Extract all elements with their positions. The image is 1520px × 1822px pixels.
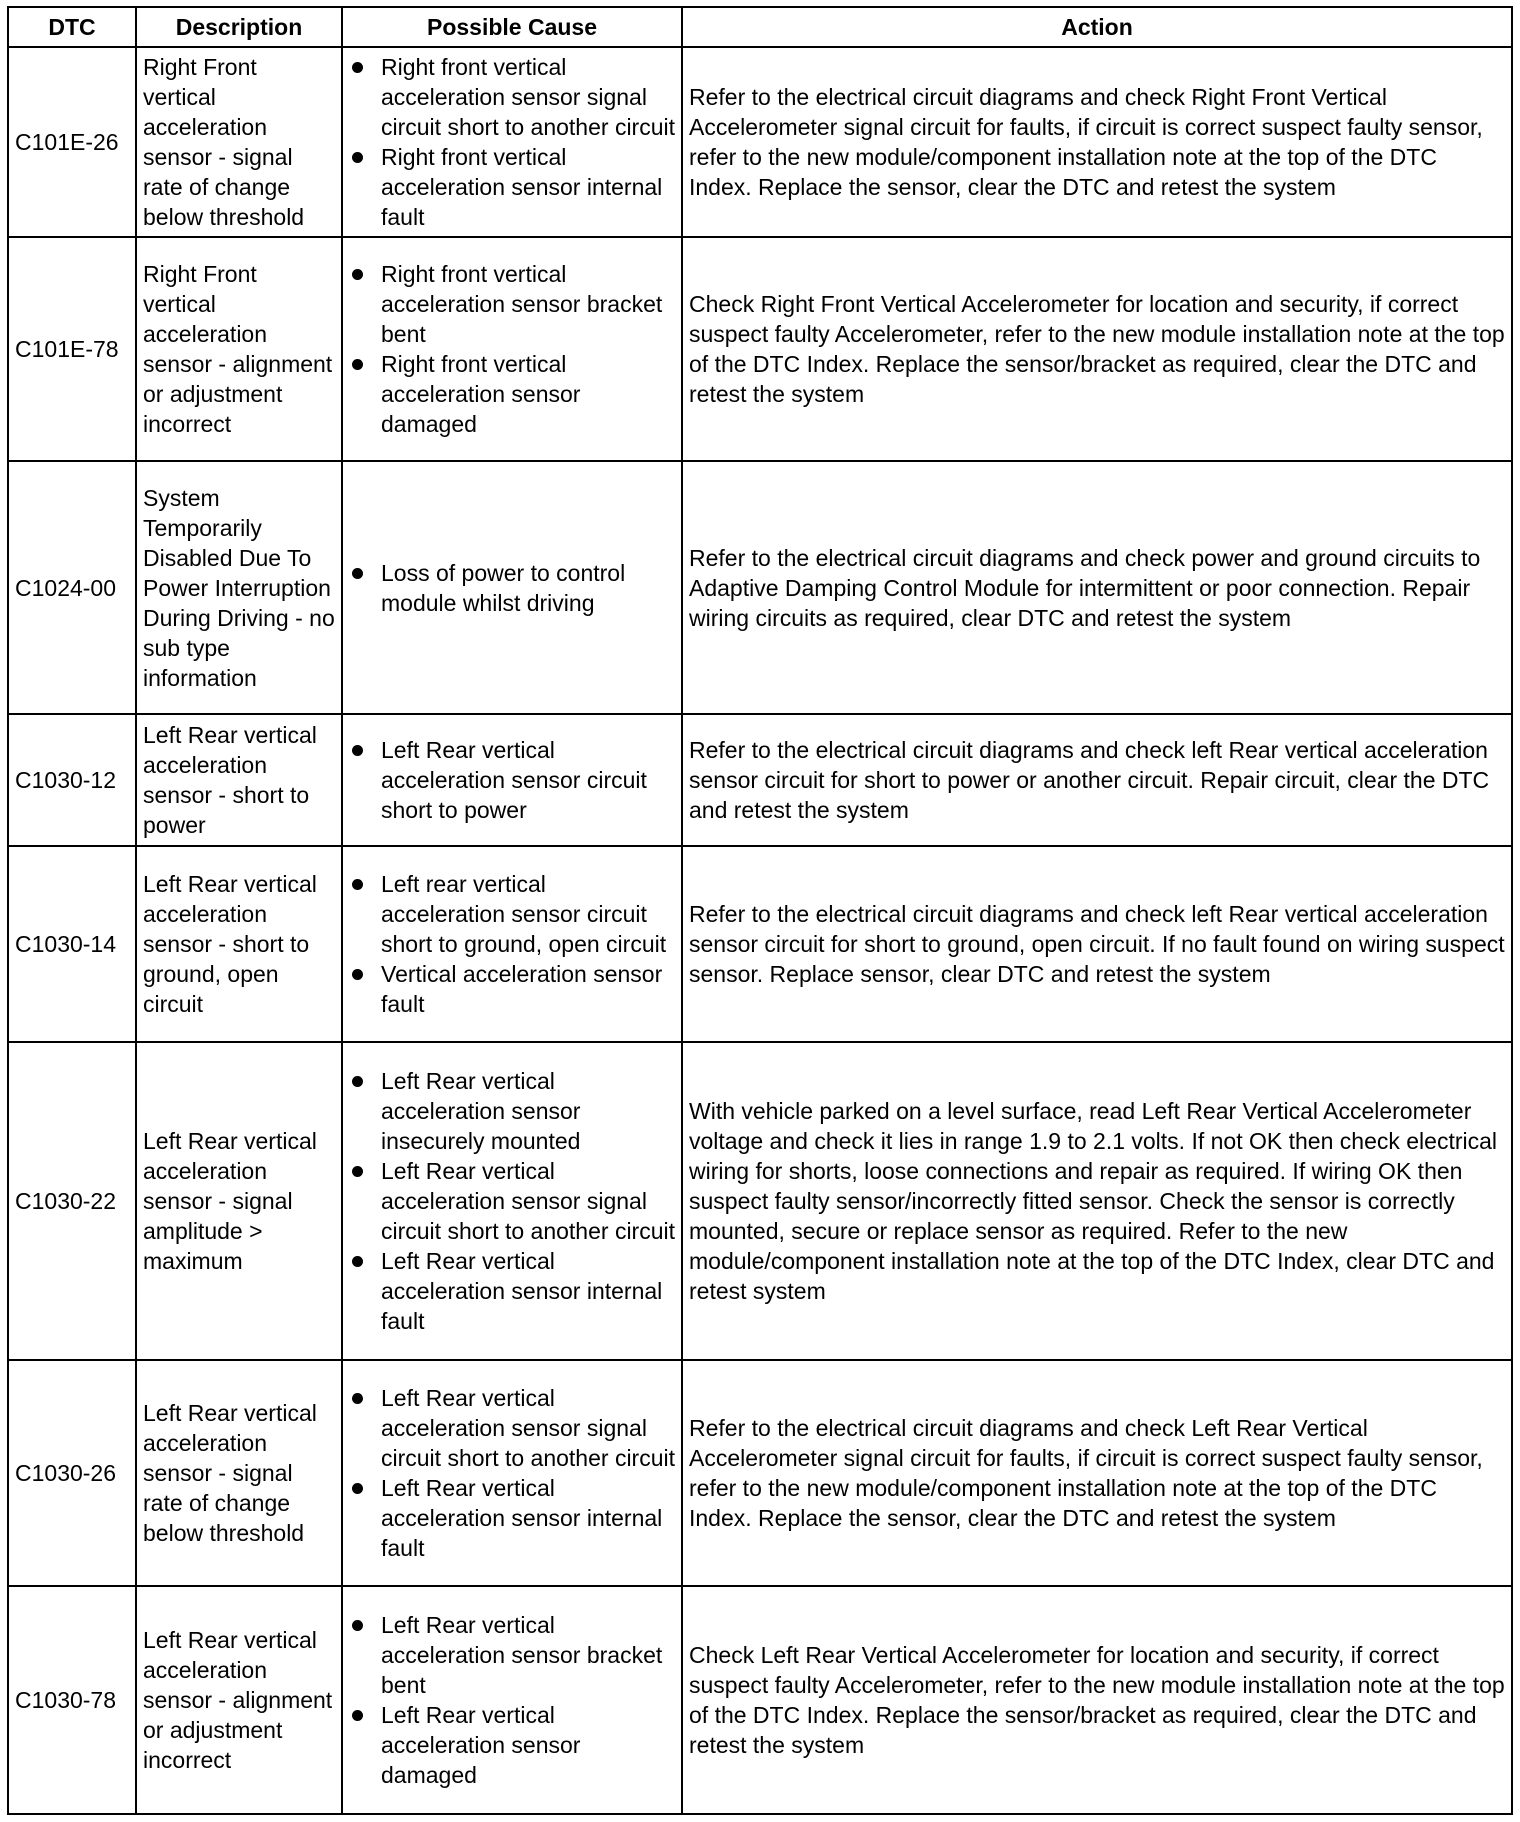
cause-item: Left Rear vertical acceleration sensor circuit short to power — [349, 735, 675, 825]
cause-item: Left Rear vertical acceleration sensor signal circuit short to another circuit — [349, 1383, 675, 1473]
dtc-code: C1024-00 — [8, 461, 136, 714]
table-row — [8, 461, 1512, 714]
cause-list — [349, 52, 675, 232]
possible-cause-cell — [342, 714, 682, 846]
dtc-table — [7, 6, 1513, 1815]
table-row — [8, 1042, 1512, 1360]
action-text: Refer to the electrical circuit diagrams and check power and ground circuits to Adaptive Damping Control Module for intermittent or poor connection. Repair wiring circuits as required, clear DTC and retest the system — [682, 461, 1512, 714]
dtc-description: Left Rear vertical acceleration sensor - short to ground, open circuit — [136, 846, 342, 1042]
cause-list — [349, 1383, 675, 1563]
action-text: Refer to the electrical circuit diagrams and check Right Front Vertical Accelerometer signal circuit for faults, if circuit is correct suspect faulty sensor, refer to the new module/component installation note at the top of the DTC Index. Replace the sensor, clear the DTC and retest the system — [682, 47, 1512, 237]
table-row — [8, 47, 1512, 237]
action-text: Check Right Front Vertical Accelerometer for location and security, if correct suspect faulty Accelerometer, refer to the new module installation note at the top of the DTC Index. Replace the sensor/bracket as required, clear the DTC and retest the system — [682, 237, 1512, 461]
table-row — [8, 714, 1512, 846]
cause-list — [349, 1066, 675, 1336]
dtc-code: C1030-78 — [8, 1586, 136, 1814]
action-text: Refer to the electrical circuit diagrams and check left Rear vertical acceleration sensor circuit for short to power or another circuit. Repair circuit, clear the DTC and retest the system — [682, 714, 1512, 846]
possible-cause-cell — [342, 237, 682, 461]
dtc-description: Right Front vertical acceleration sensor - signal rate of change below threshold — [136, 47, 342, 237]
cause-item: Left Rear vertical acceleration sensor signal circuit short to another circuit — [349, 1156, 675, 1246]
cause-item: Right front vertical acceleration sensor signal circuit short to another circuit — [349, 52, 675, 142]
possible-cause-cell — [342, 1586, 682, 1814]
action-text: Check Left Rear Vertical Accelerometer for location and security, if correct suspect faulty Accelerometer, refer to the new module installation note at the top of the DTC Index. Replace the sensor/bracket as required, clear the DTC and retest the system — [682, 1586, 1512, 1814]
cause-item: Left Rear vertical acceleration sensor internal fault — [349, 1473, 675, 1563]
dtc-code: C1030-12 — [8, 714, 136, 846]
cause-list — [349, 1610, 675, 1790]
dtc-code: C1030-14 — [8, 846, 136, 1042]
cause-list — [349, 259, 675, 439]
dtc-description: Right Front vertical acceleration sensor - alignment or adjustment incorrect — [136, 237, 342, 461]
cause-item: Right front vertical acceleration sensor internal fault — [349, 142, 675, 232]
header-dtc: DTC — [8, 7, 136, 47]
cause-list — [349, 735, 675, 825]
possible-cause-cell — [342, 47, 682, 237]
table-row — [8, 1586, 1512, 1814]
table-row — [8, 237, 1512, 461]
dtc-code: C1030-26 — [8, 1360, 136, 1586]
cause-item: Left Rear vertical acceleration sensor internal fault — [349, 1246, 675, 1336]
dtc-description: Left Rear vertical acceleration sensor - signal amplitude > maximum — [136, 1042, 342, 1360]
action-text: Refer to the electrical circuit diagrams and check left Rear vertical acceleration sensor circuit for short to ground, open circuit. If no fault found on wiring suspect sensor. Replace sensor, clear DTC and retest the system — [682, 846, 1512, 1042]
dtc-description: System Temporarily Disabled Due To Power Interruption During Driving - no sub type information — [136, 461, 342, 714]
table-row — [8, 1360, 1512, 1586]
dtc-description: Left Rear vertical acceleration sensor - signal rate of change below threshold — [136, 1360, 342, 1586]
possible-cause-cell — [342, 1042, 682, 1360]
dtc-code: C101E-26 — [8, 47, 136, 237]
dtc-description: Left Rear vertical acceleration sensor - alignment or adjustment incorrect — [136, 1586, 342, 1814]
cause-item: Right front vertical acceleration sensor bracket bent — [349, 259, 675, 349]
cause-item: Left Rear vertical acceleration sensor bracket bent — [349, 1610, 675, 1700]
action-text: With vehicle parked on a level surface, read Left Rear Vertical Accelerometer voltage and check it lies in range 1.9 to 2.1 volts. If not OK then check electrical wiring for shorts, loose connections and repair as required. If wiring OK then suspect faulty sensor/incorrectly fitted sensor. Check the sensor is correctly mounted, secure or replace sensor as required. Refer to the new module/component installation note at the top of the DTC Index, clear DTC and retest system — [682, 1042, 1512, 1360]
dtc-code: C1030-22 — [8, 1042, 136, 1360]
dtc-description: Left Rear vertical acceleration sensor - short to power — [136, 714, 342, 846]
possible-cause-cell — [342, 846, 682, 1042]
dtc-code: C101E-78 — [8, 237, 136, 461]
cause-item: Left Rear vertical acceleration sensor damaged — [349, 1700, 675, 1790]
cause-item: Left Rear vertical acceleration sensor insecurely mounted — [349, 1066, 675, 1156]
header-possible-cause: Possible Cause — [342, 7, 682, 47]
header-description: Description — [136, 7, 342, 47]
cause-list — [349, 869, 675, 1019]
possible-cause-cell — [342, 1360, 682, 1586]
cause-item: Left rear vertical acceleration sensor circuit short to ground, open circuit — [349, 869, 675, 959]
table-row — [8, 846, 1512, 1042]
header-action: Action — [682, 7, 1512, 47]
cause-list — [349, 558, 675, 618]
cause-item: Right front vertical acceleration sensor damaged — [349, 349, 675, 439]
action-text: Refer to the electrical circuit diagrams and check Left Rear Vertical Accelerometer signal circuit for faults, if circuit is correct suspect faulty sensor, refer to the new module/component installation note at the top of the DTC Index. Replace the sensor, clear the DTC and retest the system — [682, 1360, 1512, 1586]
cause-item: Loss of power to control module whilst driving — [349, 558, 675, 618]
possible-cause-cell — [342, 461, 682, 714]
cause-item: Vertical acceleration sensor fault — [349, 959, 675, 1019]
header-row — [8, 7, 1512, 47]
